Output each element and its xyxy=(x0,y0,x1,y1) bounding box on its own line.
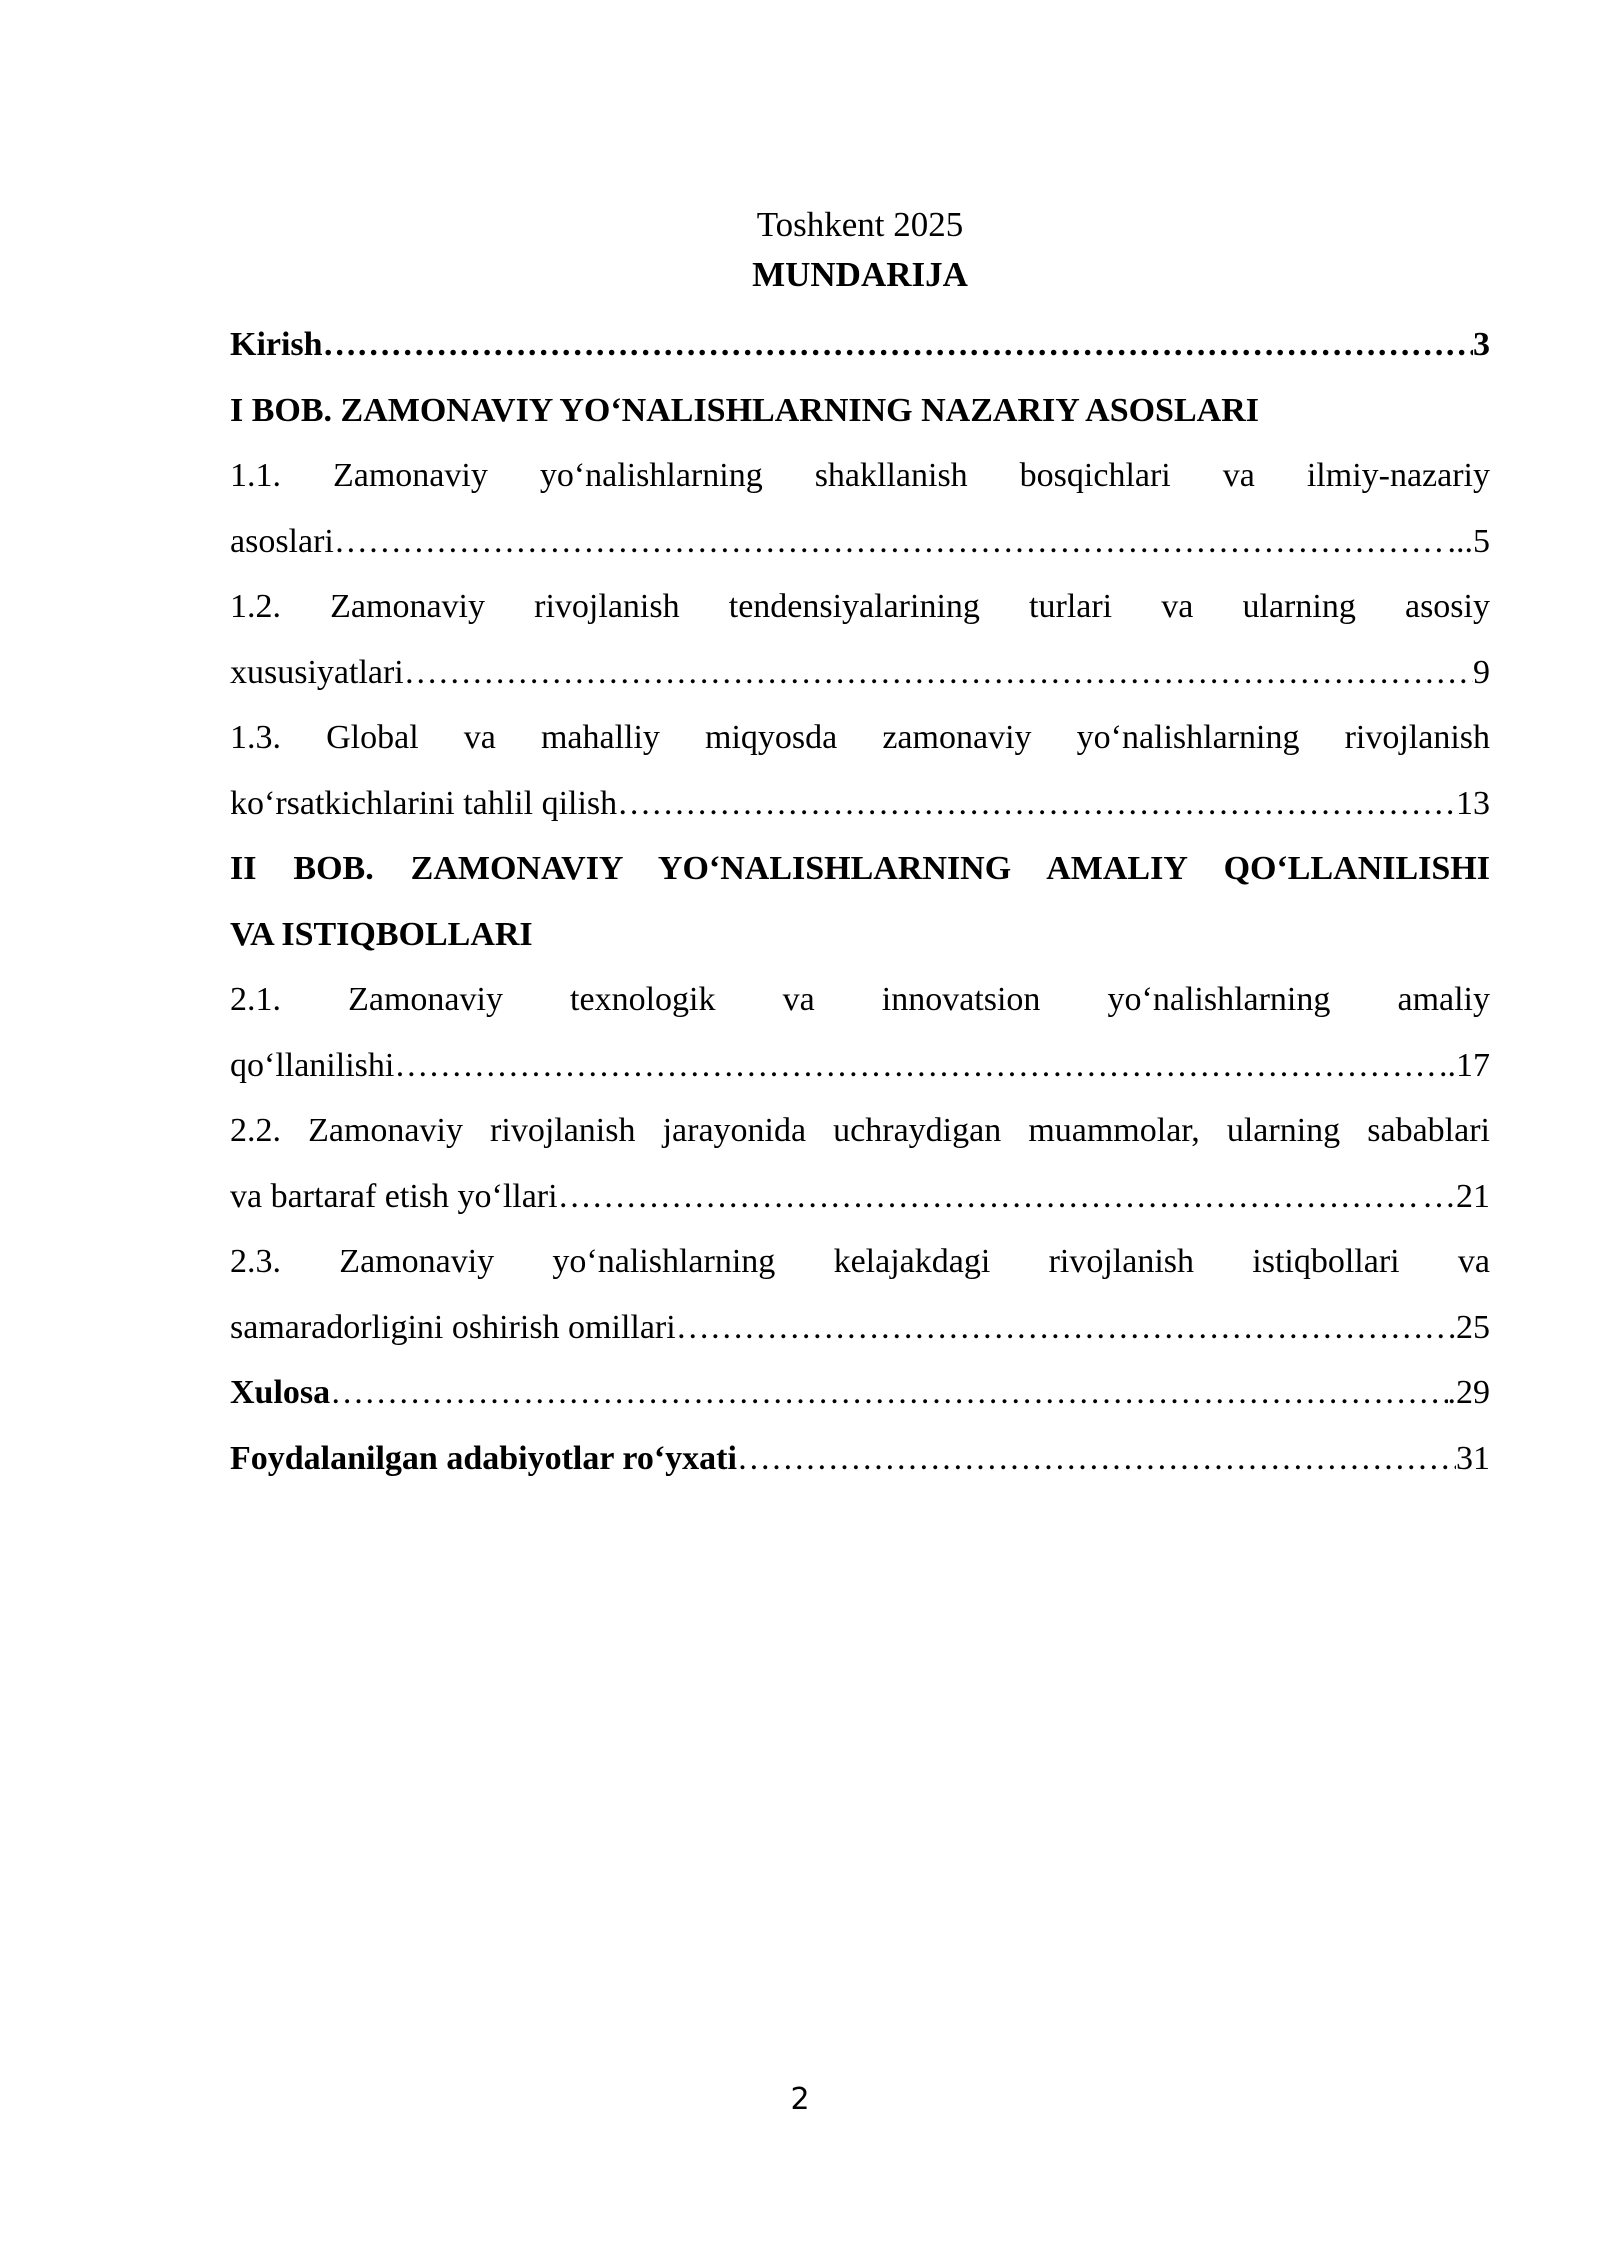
toc-entry-kirish[interactable] xyxy=(230,312,1490,378)
dot-leader xyxy=(676,1295,1456,1361)
chapter-title-line: VA ISTIQBOLLARI xyxy=(230,915,533,953)
toc-entry-1-3[interactable] xyxy=(230,705,1490,836)
chapter-title-line: II BOB. ZAMONAVIY YO‘NALISHLARNING AMALIY QO‘LLANILISHI xyxy=(230,850,1490,887)
toc-entry-line: 2.1. Zamonaviy texnologik va innovatsion yo‘nalishlarning amaliy xyxy=(230,981,1490,1018)
toc-entry-line: qo‘llanilishi xyxy=(230,1046,395,1084)
toc-entry-xulosa[interactable] xyxy=(230,1360,1490,1426)
toc-entry-line: ko‘rsatkichlarini tahlil qilish xyxy=(230,784,618,822)
toc-entry-label: Kirish xyxy=(230,326,323,363)
toc-page-number: .29 xyxy=(1447,1374,1490,1411)
dot-leader xyxy=(558,1164,1422,1230)
toc-entry-2-3[interactable] xyxy=(230,1229,1490,1360)
dot-leader xyxy=(394,1033,1439,1099)
dot-leader xyxy=(330,1360,1447,1426)
toc-page-number: 13 xyxy=(1456,784,1490,822)
dot-leader xyxy=(334,509,1448,575)
table-of-contents xyxy=(230,312,1490,1491)
toc-title: MUNDARIJA xyxy=(752,255,968,294)
toc-entry-line: va bartaraf etish yo‘llari xyxy=(230,1177,558,1215)
toc-entry-1-1[interactable] xyxy=(230,443,1490,574)
city-year: Toshkent 2025 xyxy=(756,205,964,244)
document-page xyxy=(230,200,1490,1491)
toc-entry-line: 1.2. Zamonaviy rivojlanish tendensiyalarining turlari va ularning asosiy xyxy=(230,588,1490,625)
toc-entry-references[interactable] xyxy=(230,1426,1490,1492)
toc-page-number: ..17 xyxy=(1439,1046,1490,1084)
toc-page-number: ...5 xyxy=(1447,522,1490,560)
toc-entry-line: 2.2. Zamonaviy rivojlanish jarayonida uchraydigan muammolar, ularning sabablari xyxy=(230,1112,1490,1149)
dot-leader xyxy=(323,312,1473,378)
toc-entry-line: asoslari xyxy=(230,522,334,560)
toc-entry-label: Xulosa xyxy=(230,1374,331,1411)
toc-entry-2-2[interactable] xyxy=(230,1098,1490,1229)
toc-entry-line: xususiyatlari xyxy=(230,653,404,691)
toc-entry-1-2[interactable] xyxy=(230,574,1490,705)
toc-entry-line: 2.3. Zamonaviy yo‘nalishlarning kelajakdagi rivojlanish istiqbollari va xyxy=(230,1243,1490,1280)
toc-entry-line: samaradorligini oshirish omillari xyxy=(230,1308,676,1346)
toc-page-number: …21 xyxy=(1422,1177,1490,1215)
toc-page-number: 25 xyxy=(1456,1308,1490,1346)
dot-leader xyxy=(404,640,1473,706)
dot-leader xyxy=(617,771,1456,837)
page-number: 2 xyxy=(790,2082,810,2117)
dot-leader xyxy=(737,1426,1456,1492)
toc-page-number: 3 xyxy=(1473,326,1490,363)
toc-page-number: 31 xyxy=(1456,1439,1490,1477)
toc-entry-label: Foydalanilgan adabiyotlar ro‘yxati xyxy=(230,1439,737,1477)
toc-chapter-1[interactable] xyxy=(230,378,1490,444)
toc-page-number: 9 xyxy=(1473,653,1490,691)
toc-entry-2-1[interactable] xyxy=(230,967,1490,1098)
toc-entry-line: 1.1. Zamonaviy yo‘nalishlarning shakllanish bosqichlari va ilmiy-nazariy xyxy=(230,457,1490,494)
toc-chapter-2[interactable] xyxy=(230,836,1490,967)
chapter-title: I BOB. ZAMONAVIY YO‘NALISHLARNING NAZARIY ASOSLARI xyxy=(230,391,1259,429)
toc-entry-line: 1.3. Global va mahalliy miqyosda zamonaviy yo‘nalishlarning rivojlanish xyxy=(230,719,1490,756)
